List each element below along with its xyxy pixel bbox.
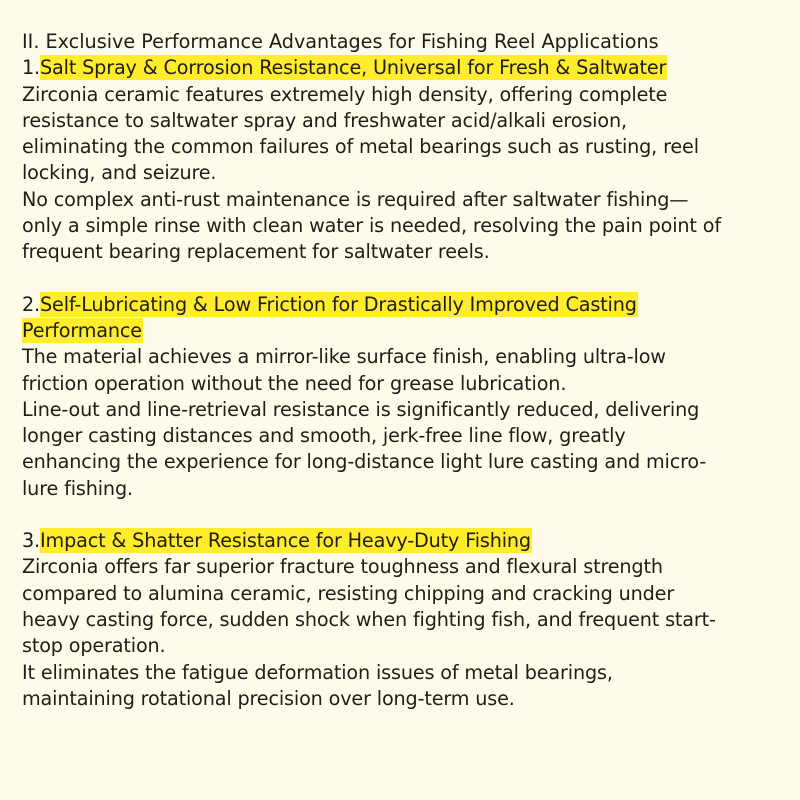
body-text-line: eliminating the common failures of metal bearings such as rusting, reel bbox=[22, 135, 699, 159]
item-number: 2. bbox=[22, 292, 41, 316]
body-text-line: resistance to saltwater spray and freshwater acid/alkali erosion, bbox=[22, 108, 627, 132]
body-text-line: Zirconia ceramic features extremely high density, offering complete bbox=[22, 82, 668, 106]
body-text-line: The material achieves a mirror-like surface finish, enabling ultra-low bbox=[22, 345, 666, 369]
item-heading-line bbox=[22, 55, 796, 81]
body-text-line: only a simple rinse with clean water is needed, resolving the pain point of bbox=[22, 214, 721, 238]
item-heading-highlight: Self-Lubricating & Low Friction for Drastically Improved Casting bbox=[40, 292, 637, 316]
body-text-line: enhancing the experience for long-distance light lure casting and micro- bbox=[22, 450, 707, 474]
paragraph-gap bbox=[22, 266, 796, 292]
item-heading-highlight: Impact & Shatter Resistance for Heavy-Duty Fishing bbox=[40, 529, 531, 553]
body-text-line: No complex anti-rust maintenance is required after saltwater fishing— bbox=[22, 187, 689, 211]
item-heading-line bbox=[22, 318, 796, 344]
item-heading-highlight: Performance bbox=[22, 318, 142, 342]
body-text-line: Zirconia offers far superior fracture toughness and flexural strength bbox=[22, 555, 663, 579]
body-text-line: stop operation. bbox=[22, 634, 166, 658]
body-text-line: frequent bearing replacement for saltwater reels. bbox=[22, 240, 490, 264]
item-number: 1. bbox=[22, 56, 41, 80]
item-heading-line bbox=[22, 528, 796, 554]
paragraph-gap bbox=[22, 502, 796, 528]
body-text-line: maintaining rotational precision over long-term use. bbox=[22, 686, 515, 710]
body-text-line: longer casting distances and smooth, jerk-free line flow, greatly bbox=[22, 424, 626, 448]
advantage-item-2 bbox=[22, 292, 796, 502]
advantage-item-3 bbox=[22, 528, 796, 712]
item-number: 3. bbox=[22, 529, 41, 553]
body-text-line: It eliminates the fatigue deformation issues of metal bearings, bbox=[22, 660, 613, 684]
body-text-line: heavy casting force, sudden shock when fighting fish, and frequent start- bbox=[22, 607, 716, 631]
document-body bbox=[22, 29, 796, 712]
advantage-item-1 bbox=[22, 55, 796, 265]
item-heading-line bbox=[22, 292, 796, 318]
body-text-line: friction operation without the need for grease lubrication. bbox=[22, 371, 567, 395]
body-text-line: lure fishing. bbox=[22, 476, 133, 500]
section-title: II. Exclusive Performance Advantages for Fishing Reel Applications bbox=[22, 30, 659, 53]
body-text-line: compared to alumina ceramic, resisting chipping and cracking under bbox=[22, 581, 675, 605]
item-heading-highlight: Salt Spray & Corrosion Resistance, Universal for Fresh & Saltwater bbox=[40, 56, 667, 80]
body-text-line: Line-out and line-retrieval resistance is significantly reduced, delivering bbox=[22, 397, 700, 421]
body-text-line: locking, and seizure. bbox=[22, 161, 217, 185]
